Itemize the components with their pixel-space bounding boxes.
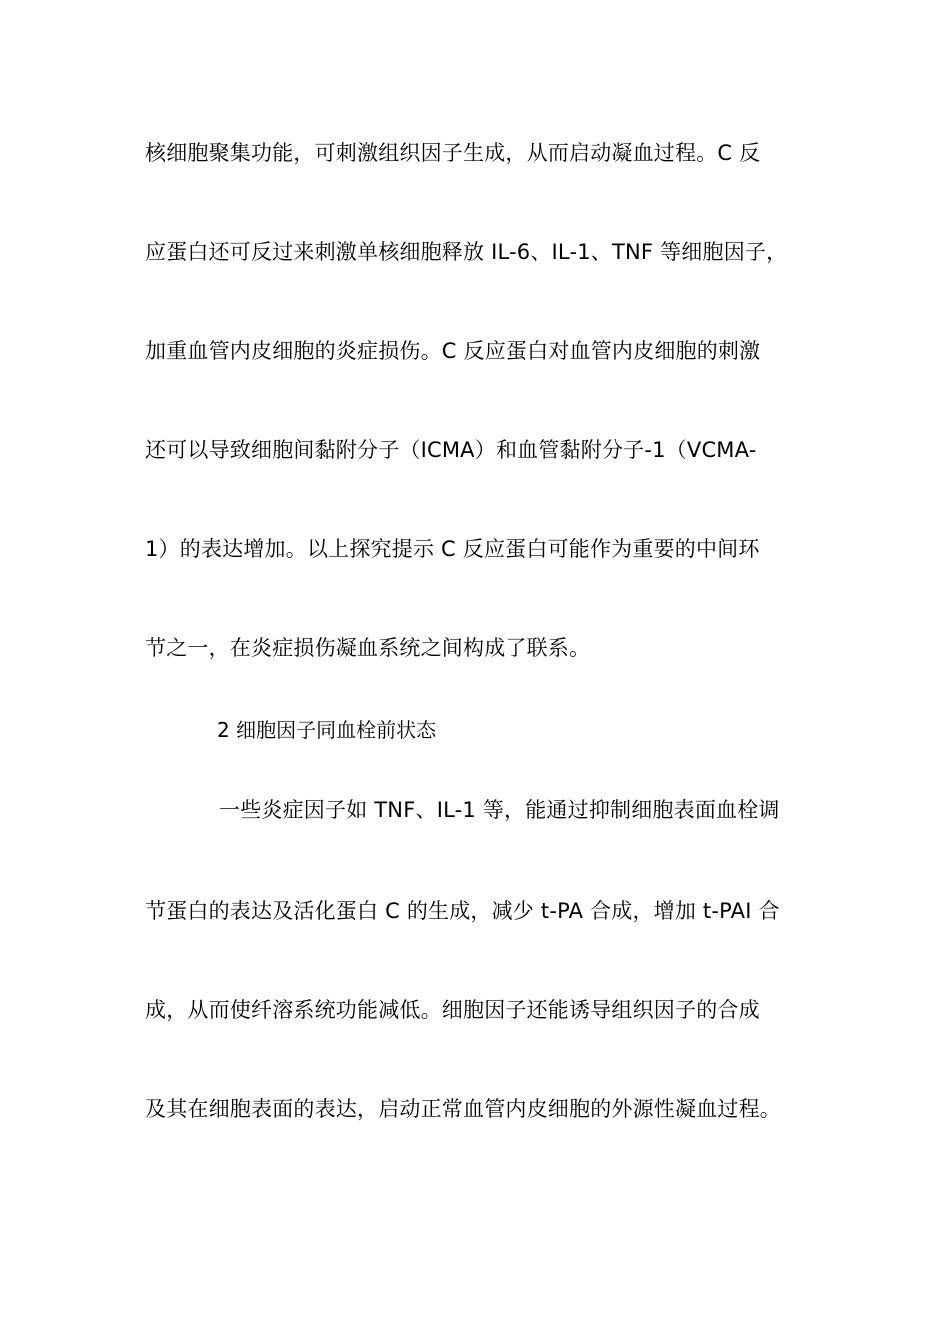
paragraph-1-line-3: 加重血管内皮细胞的炎症损伤。C 反应蛋白对血管内皮细胞的刺激 — [145, 339, 761, 363]
paragraph-2-line-2: 节蛋白的表达及活化蛋白 C 的生成，减少 t-PA 合成，增加 t-PAI 合 — [145, 899, 780, 923]
paragraph-1-line-6: 节之一，在炎症损伤凝血系统之间构成了联系。 — [145, 636, 591, 660]
paragraph-1-line-4: 还可以导致细胞间黏附分子（ICMA）和血管黏附分子-1（VCMA- — [145, 438, 757, 462]
paragraph-2-line-1: 一些炎症因子如 TNF、IL-1 等，能通过抑制细胞表面血栓调 — [219, 798, 780, 822]
paragraph-2-line-4: 及其在细胞表面的表达，启动正常血管内皮细胞的外源性凝血过程。 — [145, 1097, 781, 1121]
paragraph-1-line-1: 核细胞聚集功能，可刺激组织因子生成，从而启动凝血过程。C 反 — [145, 141, 761, 165]
paragraph-1-line-2: 应蛋白还可反过来刺激单核细胞释放 IL-6、IL-1、TNF 等细胞因子， — [145, 240, 788, 264]
paragraph-1-line-5: 1）的表达增加。以上探究提示 C 反应蛋白可能作为重要的中间环 — [145, 537, 760, 561]
section-heading: 2 细胞因子同血栓前状态 — [217, 718, 437, 742]
paragraph-2-line-3: 成，从而使纤溶系统功能减低。细胞因子还能诱导组织因子的合成 — [145, 998, 760, 1022]
